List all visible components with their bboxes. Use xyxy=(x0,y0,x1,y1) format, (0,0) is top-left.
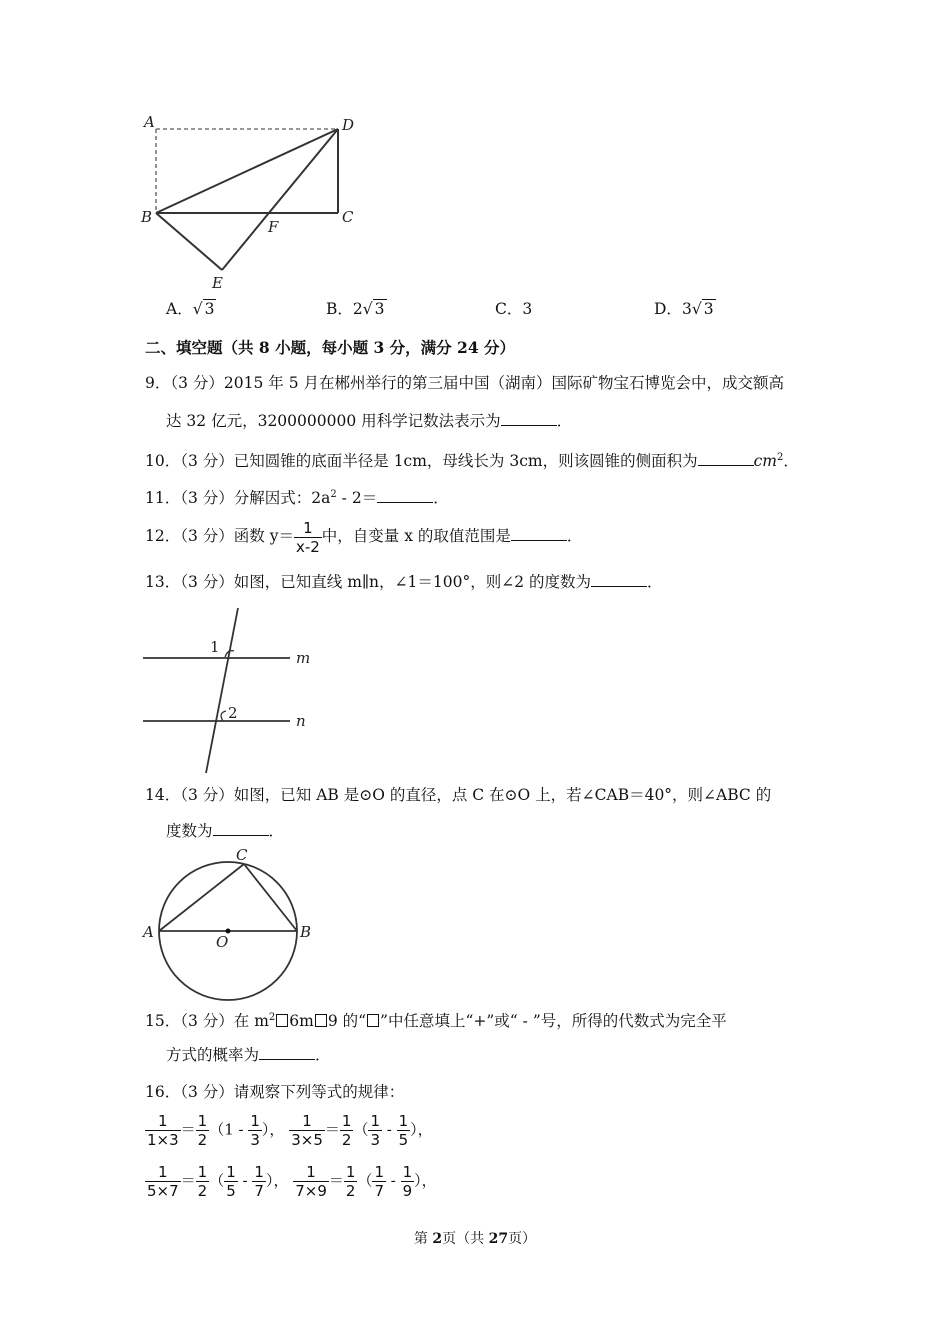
fraction: $\frac{1}{3\times 5}$ xyxy=(291,1112,323,1149)
answer-blank[interactable] xyxy=(377,488,433,503)
q9-line2: 达 32 亿元，3200000000 用科学记数法表示为 ． xyxy=(166,412,573,430)
q15-line1: 15．（3 分）在 $m^2$ 6m 9 的“ ”中任意填上“+”或“ - ”号，所得的代数式为完全平 xyxy=(145,1012,727,1031)
label-C: C xyxy=(236,846,248,864)
q14-line1: 14．（3 分）如图，已知 AB 是⊙O 的直径，点 C 在⊙O 上，若∠CAB＝40°，则∠ABC 的 xyxy=(145,786,772,804)
q15-line2: 方式的概率为 ． xyxy=(166,1046,331,1064)
label-m: m xyxy=(296,649,311,667)
label-n: n xyxy=(296,712,306,730)
figure-folded-rectangle xyxy=(130,110,370,295)
choice-d[interactable]: D．3√ 3 xyxy=(654,300,714,318)
fraction: $\frac{1}{7}$ xyxy=(254,1163,264,1200)
fraction: $\frac{1}{2}$ xyxy=(341,1112,352,1149)
fraction: $\frac{1}{2}$ xyxy=(197,1112,208,1149)
answer-blank[interactable] xyxy=(698,451,754,466)
answer-blank[interactable] xyxy=(501,411,557,426)
choice-c[interactable]: C．3 xyxy=(495,300,533,318)
fraction: $\frac{1}{2}$ xyxy=(345,1163,356,1200)
label-O: O xyxy=(216,933,229,951)
label-A: A xyxy=(143,923,154,941)
label-D: D xyxy=(342,116,355,134)
fraction: $\frac{1}{5}$ xyxy=(398,1112,409,1149)
fraction: $\frac{1}{7\times 9}$ xyxy=(295,1163,327,1200)
q16: 16．（3 分）请观察下列等式的规律： xyxy=(145,1083,405,1101)
answer-blank[interactable] xyxy=(259,1045,315,1060)
label-B: B xyxy=(300,923,312,941)
q14-line2: 度数为 ． xyxy=(166,822,285,840)
label-A: A xyxy=(144,113,155,131)
q11: 11．（3 分）分解因式：$2a^2 - 2=$ ． xyxy=(145,489,449,508)
fraction: $\frac{1}{5\times 7}$ xyxy=(147,1163,179,1200)
q10: 10．（3 分）已知圆锥的底面半径是 1cm，母线长为 3cm，则该圆锥的侧面积为 $cm^2$． xyxy=(145,452,799,471)
fraction: $\frac{1}{7}$ xyxy=(374,1163,385,1200)
page-footer: 第 2页（共 27页） xyxy=(413,1231,537,1247)
q9-line1: 9．（3 分）2015 年 5 月在郴州举行的第三届中国（湖南）国际矿物宝石博览会中，成交额高 xyxy=(145,374,784,392)
sqrt-icon: √ xyxy=(691,300,702,318)
choice-a[interactable]: A．√ 3 xyxy=(166,300,215,318)
sqrt-icon: √ xyxy=(362,300,373,318)
fraction: $\frac{1}{3}$ xyxy=(370,1112,380,1149)
box-symbol xyxy=(315,1014,327,1027)
sqrt-icon: √ xyxy=(192,300,203,318)
figure-parallel-lines xyxy=(140,605,340,777)
equation-row-2: $\frac{1}{5\times 7}$ ＝ $\frac{1}{2}$ （ $\frac{1}{5}$ - $\frac{1}{7}$ ）， $\frac{1}{7\times 9}$ ＝ $\frac{1}{2}$ （ $\frac{1}{7}$ - $\frac{1}{9}$ ）， xyxy=(147,1163,437,1200)
fraction: $\frac{1}{x-2}$ xyxy=(295,518,320,556)
answer-blank[interactable] xyxy=(591,572,647,587)
fraction: $\frac{1}{9}$ xyxy=(402,1163,413,1200)
fraction: $\frac{1}{1\times 3}$ xyxy=(147,1112,179,1149)
section-title: 二、填空题（共 8 小题，每小题 3 分，满分 24 分） xyxy=(145,338,516,357)
fraction: $\frac{1}{2}$ xyxy=(197,1163,208,1200)
box-symbol xyxy=(276,1014,288,1027)
fraction: $\frac{1}{5}$ xyxy=(226,1163,236,1200)
choice-b[interactable]: B．2√ 3 xyxy=(326,300,385,318)
label-C: C xyxy=(342,208,354,226)
answer-blank[interactable] xyxy=(511,526,567,541)
label-angle1: 1 xyxy=(210,638,220,656)
q13: 13．（3 分）如图，已知直线 m∥n，∠1＝100°，则∠2 的度数为 ． xyxy=(145,573,663,591)
fraction: $\frac{1}{3}$ xyxy=(250,1112,260,1149)
q12: 12．（3 分）函数 y＝ $\frac{1}{x-2}$ 中，自变量 x 的取值范围是 ． xyxy=(145,518,583,556)
equation-row-1: $\frac{1}{1\times 3}$ ＝ $\frac{1}{2}$ （1 - $\frac{1}{3}$ ）， $\frac{1}{3\times 5}$ ＝ $\frac{1}{2}$ （ $\frac{1}{3}$ - $\frac{1}{5}$ ）， xyxy=(147,1112,433,1149)
label-angle2: 2 xyxy=(228,704,238,722)
label-B: B xyxy=(141,208,153,226)
label-E: E xyxy=(212,274,223,292)
answer-blank[interactable] xyxy=(213,821,269,836)
box-symbol xyxy=(367,1014,379,1027)
figure-circle xyxy=(140,845,320,1005)
label-F: F xyxy=(268,218,279,236)
